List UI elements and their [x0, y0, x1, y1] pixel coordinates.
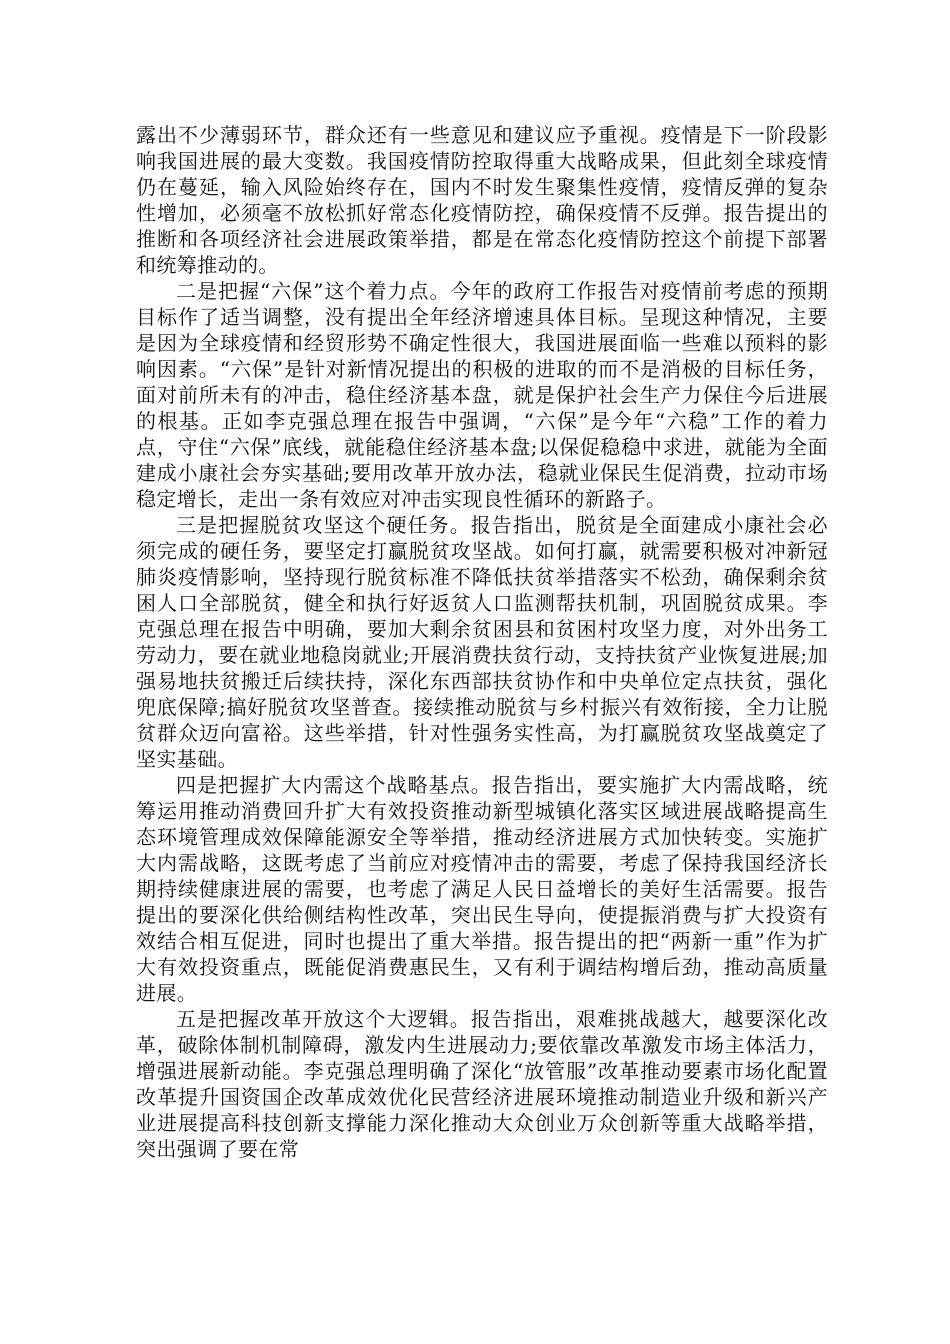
paragraph-six-guarantees: 二是把握“六保”这个着力点。今年的政府工作报告对疫情前考虑的预期目标作了适当调整，没有提出全年经济增速具体目标。呈现这种情况，主要是因为全球疫情和经贸形势不确定性很大，我国进展面临一些难以预料的影响因素。“六保”是针对新情况提出的积极的进取的而不是消极的目标任务，面对前所未有的冲击，稳住经济基本盘，就是保护社会生产力保住今后进展的根基。正如李克强总理在报告中强调，“六保”是今年“六稳”工作的着力点，守住“六保”底线，就能稳住经济基本盘;以保促稳稳中求进，就能为全面建成小康社会夯实基础;要用改革开放办法，稳就业保民生促消费，拉动市场稳定增长，走出一条有效应对冲击实现良性循环的新路子。	[136, 279, 828, 511]
paragraph-intro: 露出不少薄弱环节，群众还有一些意见和建议应予重视。疫情是下一阶段影响我国进展的最大变数。我国疫情防控取得重大战略成果，但此刻全球疫情仍在蔓延，输入风险始终存在，国内不时发生聚集性疫情，疫情反弹的复杂性增加，必须毫不放松抓好常态化疫情防控，确保疫情不反弹。报告提出的推断和各项经济社会进展政策举措，都是在常态化疫情防控这个前提下部署和统筹推动的。	[136, 123, 828, 277]
paragraph-domestic-demand: 四是把握扩大内需这个战略基点。报告指出，要实施扩大内需战略，统筹运用推动消费回升扩大有效投资推动新型城镇化落实区域进展战略提高生态环境管理成效保障能源安全等举措，推动经济进展方式加快转变。实施扩大内需战略，这既考虑了当前应对疫情冲击的需要，考虑了保持我国经济长期持续健康进展的需要，也考虑了满足人民日益增长的美好生活需要。报告提出的要深化供给侧结构性改革，突出民生导向，使提振消费与扩大投资有效结合相互促进，同时也提出了重大举措。报告提出的把“两新一重”作为扩大有效投资重点，既能促消费惠民生，又有利于调结构增后劲，推动高质量进展。	[136, 773, 828, 1005]
document-page	[136, 122, 828, 1162]
paragraph-reform-opening: 五是把握改革开放这个大逻辑。报告指出，艰难挑战越大，越要深化改革，破除体制机制障碍，激发内生进展动力;要依靠改革激发市场主体活力，增强进展新动能。李克强总理明确了深化“放管服”改革推动要素市场化配置改革提升国资国企改革成效优化民营经济进展环境推动制造业升级和新兴产业进展提高科技创新支撑能力深化推动大众创业万众创新等重大战略举措，突出强调了要在常	[136, 1007, 828, 1161]
paragraph-poverty-alleviation: 三是把握脱贫攻坚这个硬任务。报告指出，脱贫是全面建成小康社会必须完成的硬任务，要坚定打赢脱贫攻坚战。如何打赢，就需要积极对冲新冠肺炎疫情影响，坚持现行脱贫标准不降低扶贫举措落实不松劲，确保剩余贫困人口全部脱贫，健全和执行好返贫人口监测帮扶机制，巩固脱贫成果。李克强总理在报告中明确，要加大剩余贫困县和贫困村攻坚力度，对外出务工劳动力，要在就业地稳岗就业;开展消费扶贫行动，支持扶贫产业恢复进展;加强易地扶贫搬迁后续扶持，深化东西部扶贫协作和中央单位定点扶贫，强化兜底保障;搞好脱贫攻坚普查。接续推动脱贫与乡村振兴有效衔接，全力让脱贫群众迈向富裕。这些举措，针对性强务实性高，为打赢脱贫攻坚战奠定了坚实基础。	[136, 513, 828, 771]
